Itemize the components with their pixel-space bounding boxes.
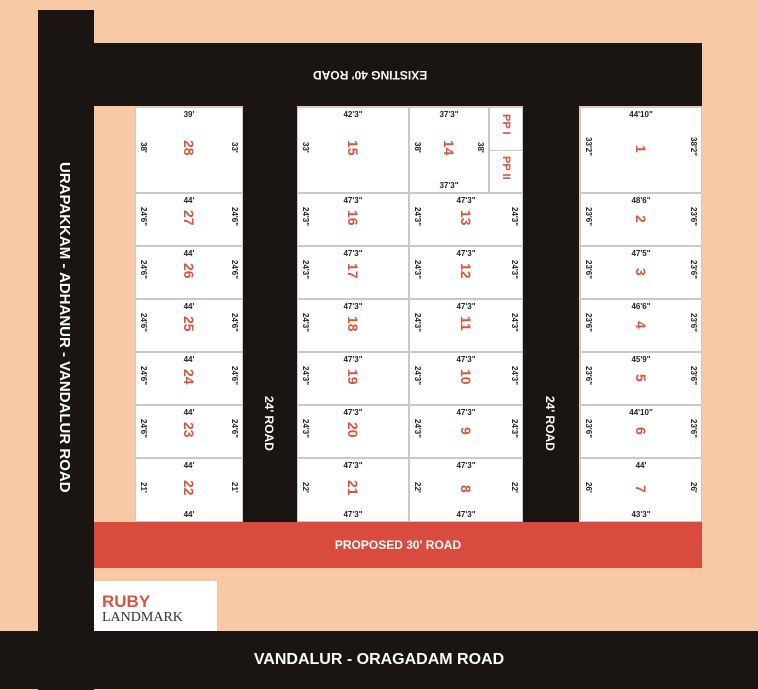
dim-top: 42'3" [343, 110, 363, 119]
dim-left: 24'6" [139, 418, 148, 438]
dim-left: 38' [413, 142, 422, 153]
plot-number: 8 [458, 485, 474, 493]
dim-left: 21' [139, 482, 148, 493]
dim-right: 33' [230, 142, 239, 153]
dim-right: 24'6" [230, 418, 239, 438]
dim-right: 23'6" [689, 259, 698, 279]
pp-2-label: PP II [500, 156, 512, 180]
dim-left: 23'6" [584, 259, 593, 279]
road-existing-label: EXISTING 40' ROAD [312, 67, 428, 82]
plot-number: 28 [181, 140, 197, 156]
logo-sub: LANDMARK [102, 610, 183, 625]
dim-left: 23'6" [584, 418, 593, 438]
dim-right: 22' [510, 482, 519, 493]
logo-brand: RUBY [102, 592, 151, 611]
plot-number: 24 [181, 368, 197, 385]
plot-number: 26 [181, 262, 197, 279]
dim-top: 47'3" [343, 461, 363, 470]
dim-top: 47'3" [456, 302, 476, 311]
dim-left: 23'6" [584, 365, 593, 385]
dim-top: 44' [183, 408, 195, 417]
plot-number: 21 [345, 480, 361, 496]
road-24ft-right [523, 106, 579, 522]
dim-left: 24'3" [413, 418, 422, 438]
plot-number: 23 [181, 421, 197, 438]
plot-number: 5 [633, 373, 649, 382]
dim-right: 24'3" [510, 365, 519, 385]
dim-left: 22' [413, 482, 422, 493]
dim-right: 24'6" [230, 259, 239, 279]
plot-number: 2 [633, 214, 649, 223]
dim-top: 47'5" [631, 249, 651, 258]
dim-left: 24'3" [413, 206, 422, 226]
plot-number: 22 [181, 480, 197, 496]
dim-right: 21' [230, 482, 239, 493]
logo [94, 581, 217, 631]
pp-1-label: PP I [500, 114, 512, 135]
road-vandalur-label: VANDALUR - ORAGADAM ROAD [253, 651, 505, 668]
dim-left: 26' [584, 482, 593, 493]
dim-right: 26' [689, 482, 698, 493]
plot-number: 13 [458, 209, 474, 226]
plot-number: 15 [345, 140, 361, 156]
dim-right: 23'6" [689, 206, 698, 226]
road-24ft-left-label: 24' ROAD [262, 396, 276, 451]
dim-bottom: 47'3" [343, 510, 363, 519]
dim-right: 23'6" [689, 365, 698, 385]
plot-number: 6 [633, 426, 649, 435]
dim-top: 44' [183, 249, 195, 258]
dim-top: 47'3" [343, 196, 363, 205]
dim-top: 47'3" [343, 355, 363, 364]
dim-left: 24'3" [301, 206, 310, 226]
road-existing-40ft [38, 43, 702, 106]
dim-left: 24'6" [139, 312, 148, 332]
dim-top: 37'3" [439, 110, 459, 119]
dim-top: 44'10" [629, 110, 653, 119]
dim-left: 24'3" [413, 259, 422, 279]
dim-left: 24'3" [413, 365, 422, 385]
dim-right: 38'2" [689, 137, 698, 157]
dim-right: 24'3" [510, 206, 519, 226]
dim-bottom: 47'3" [456, 510, 476, 519]
dim-left: 23'6" [584, 206, 593, 226]
road-urapakkam-label: URAPAKKAM - ADHANUR - VANDALUR ROAD [56, 162, 73, 493]
dim-left: 24'3" [301, 418, 310, 438]
dim-top: 45'9" [631, 355, 651, 364]
road-urapakkam [38, 10, 94, 690]
dim-top: 47'3" [343, 249, 363, 258]
dim-left: 24'6" [139, 206, 148, 226]
dim-top: 47'3" [343, 408, 363, 417]
plot-number: 25 [181, 315, 197, 332]
dim-top: 44' [635, 461, 647, 470]
road-24ft-right-label: 24' ROAD [543, 396, 557, 451]
dim-top: 44'10" [629, 408, 653, 417]
dim-right: 24'6" [230, 312, 239, 332]
dim-top: 48'6" [631, 196, 651, 205]
dim-left: 24'6" [139, 365, 148, 385]
dim-bottom: 43'3" [631, 510, 651, 519]
dim-right: 24'6" [230, 365, 239, 385]
dim-top: 44' [183, 302, 195, 311]
dim-left: 24'3" [301, 259, 310, 279]
road-proposed-label: PROPOSED 30' ROAD [334, 538, 462, 552]
dim-right: 23'6" [689, 312, 698, 332]
dim-top: 44' [183, 461, 195, 470]
dim-top: 39' [183, 110, 195, 119]
dim-right: 24'3" [510, 312, 519, 332]
dim-left: 23'6" [584, 312, 593, 332]
plot-number: 11 [458, 315, 474, 331]
road-proposed-30ft [94, 522, 702, 568]
pp-divider [489, 150, 523, 151]
dim-top: 44' [183, 196, 195, 205]
plot-number: 9 [458, 426, 474, 435]
dim-top: 47'3" [456, 249, 476, 258]
dim-top: 44' [183, 355, 195, 364]
dim-left: 22' [301, 482, 310, 493]
dim-right: 38' [476, 142, 485, 153]
dim-right: 24'3" [510, 259, 519, 279]
plot-number: 4 [633, 320, 649, 329]
dim-left: 33' [301, 142, 310, 153]
dim-top: 46'6" [631, 302, 651, 311]
dim-top: 47'3" [456, 408, 476, 417]
plot-number: 27 [181, 209, 197, 226]
plot-number: 14 [441, 140, 457, 156]
dim-top: 47'3" [456, 196, 476, 205]
road-24ft-left [243, 106, 297, 522]
plot-number: 12 [458, 262, 474, 279]
dim-left: 24'3" [413, 312, 422, 332]
dim-bottom: 44' [183, 510, 195, 519]
dim-left: 24'3" [301, 312, 310, 332]
dim-left: 24'3" [301, 365, 310, 385]
dim-right: 23'6" [689, 418, 698, 438]
dim-top: 47'3" [456, 461, 476, 470]
plot-number: 16 [345, 209, 361, 226]
dim-left: 24'6" [139, 259, 148, 279]
road-vandalur-oragadam [0, 631, 758, 689]
dim-left: 38' [139, 142, 148, 153]
plot-number: 10 [458, 368, 474, 385]
dim-top: 47'3" [343, 302, 363, 311]
plot-number: 20 [345, 421, 361, 438]
dim-bottom: 37'3" [439, 181, 459, 190]
plot-number: 7 [633, 485, 649, 493]
dim-top: 47'3" [456, 355, 476, 364]
dim-right: 24'6" [230, 206, 239, 226]
plot-number: 18 [345, 315, 361, 332]
plot-number: 1 [633, 145, 649, 153]
dim-left: 33'2" [584, 137, 593, 157]
dim-right: 24'3" [510, 418, 519, 438]
plot-number: 19 [345, 368, 361, 385]
plot-number: 17 [345, 262, 361, 279]
plot-number: 3 [633, 267, 649, 276]
